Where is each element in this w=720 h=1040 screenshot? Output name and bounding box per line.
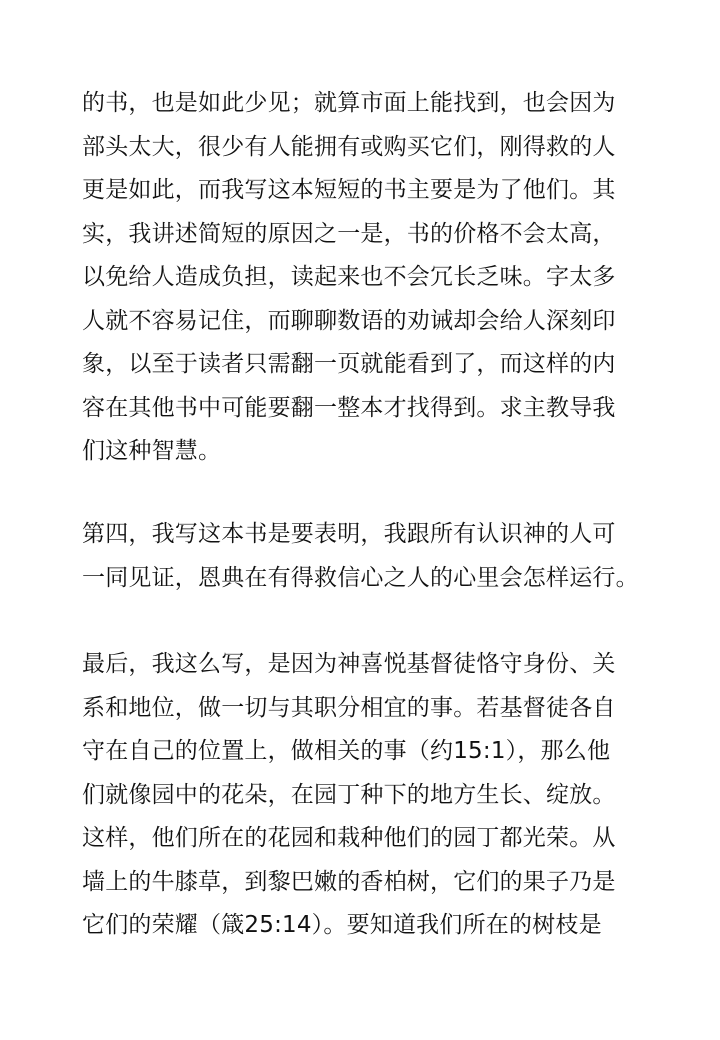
- text-line: 象，以至于读者只需翻一页就能看到了，而这样的内: [82, 351, 616, 377]
- text-line: 们就像园中的花朵，在园丁种下的地方生长、绽放。: [82, 781, 616, 808]
- paragraph-book-brevity: [82, 82, 682, 474]
- text-line: 以免给人造成负担，读起来也不会冗长乏味。字太多: [82, 264, 616, 290]
- text-line: 第四，我写这本书是要表明，我跟所有认识神的人可: [82, 521, 616, 547]
- text-line: 容在其他书中可能要翻一整本才找得到。求主教导我: [82, 394, 616, 421]
- text-line: 部头太大，很少有人能拥有或购买它们，刚得救的人: [82, 133, 616, 160]
- text-line: 的书，也是如此少见；就算市面上能找到，也会因为: [82, 90, 616, 116]
- paragraph-final-reason: [82, 643, 682, 948]
- text-line: 系和地位，做一切与其职分相宜的事。若基督徒各自: [82, 694, 616, 721]
- text-line: 们这种智慧。: [82, 438, 222, 464]
- text-line: 人就不容易记住，而聊聊数语的劝诫却会给人深刻印: [82, 307, 616, 334]
- text-line: 墙上的牛膝草，到黎巴嫩的香柏树，它们的果子乃是: [82, 868, 616, 895]
- text-line: 实，我讲述简短的原因之一是，书的价格不会太高，: [82, 220, 616, 247]
- paragraph-fourth-reason: [82, 513, 682, 600]
- text-line: 更是如此，而我写这本短短的书主要是为了他们。其: [82, 177, 616, 203]
- text-line: 一同见证，恩典在有得救信心之人的心里会怎样运行。: [82, 564, 639, 591]
- text-line: 最后，我这么写，是因为神喜悦基督徒恪守身份、关: [82, 651, 616, 677]
- text-line: 守在自己的位置上，做相关的事（约15:1），那么他: [82, 738, 611, 764]
- text-line: 它们的荣耀（箴25:14）。要知道我们所在的树枝是: [82, 912, 602, 938]
- text-line: 这样，他们所在的花园和栽种他们的园丁都光荣。从: [82, 825, 616, 851]
